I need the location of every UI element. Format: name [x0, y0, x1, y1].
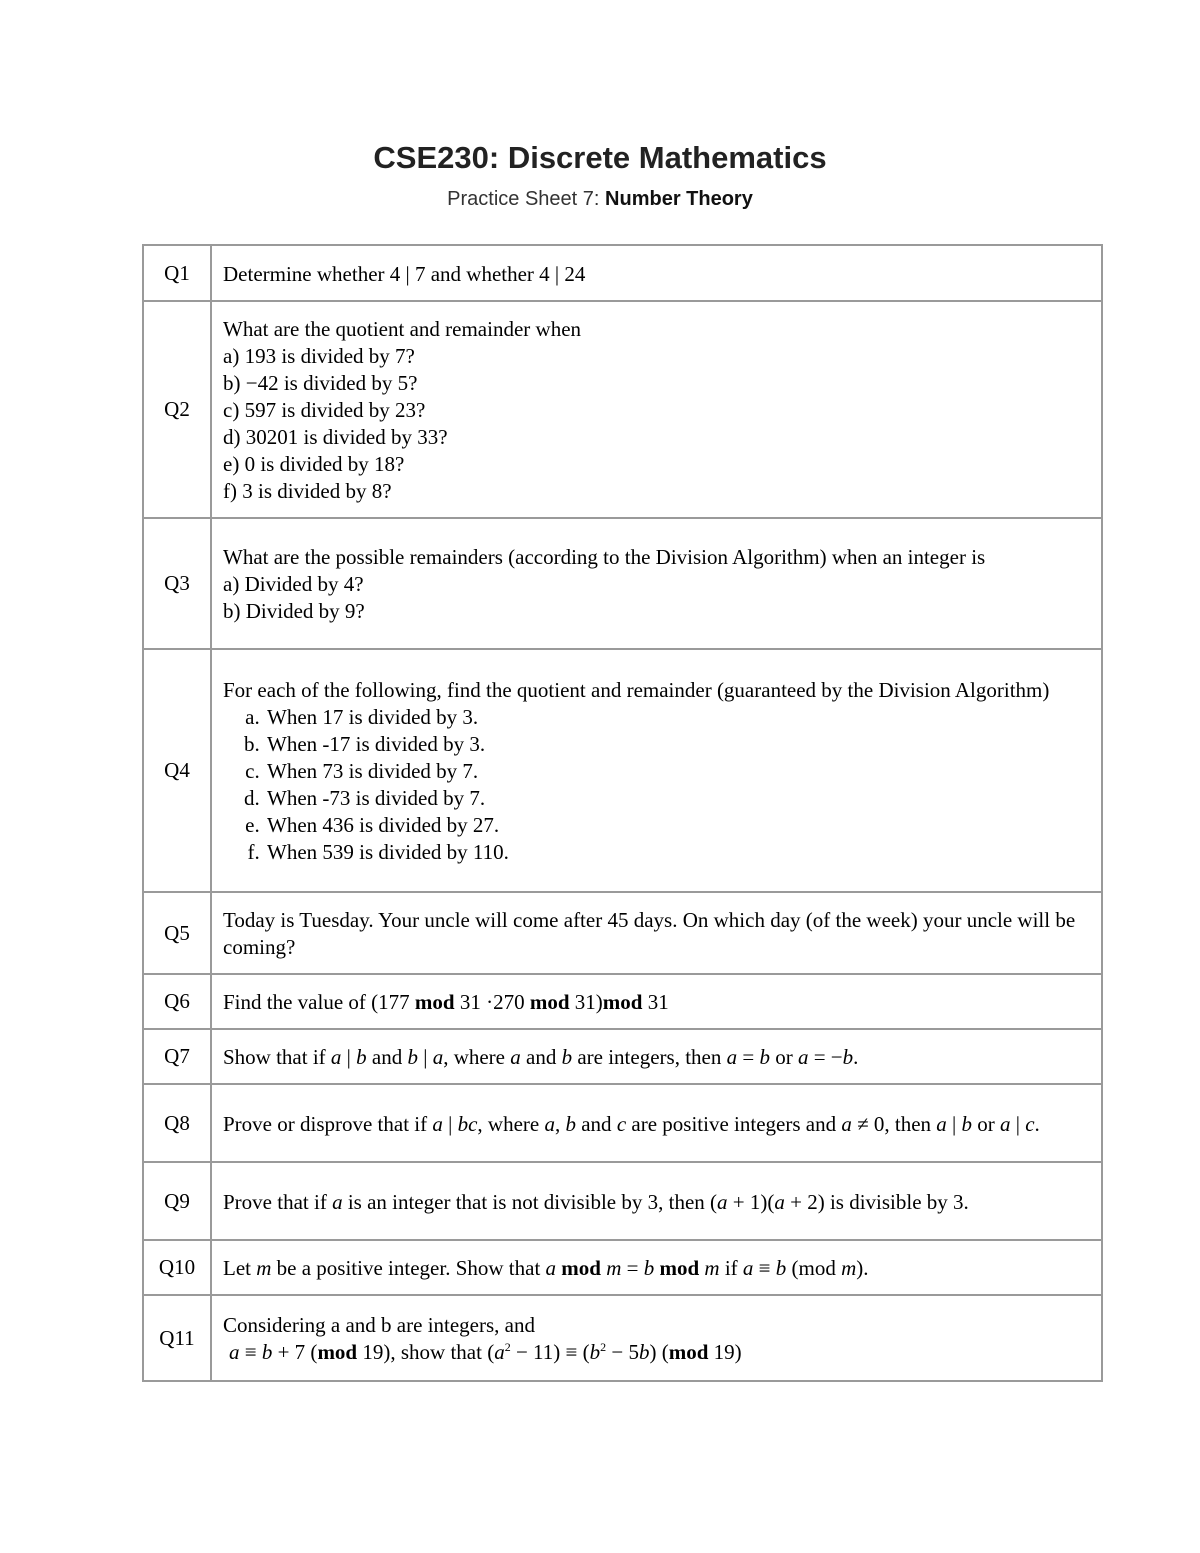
math-variable: a	[999, 1111, 1011, 1136]
text-run: (mod	[786, 1256, 842, 1280]
question-line: f) 3 is divided by 8?	[223, 479, 392, 503]
text-run: ≡	[239, 1340, 262, 1364]
math-variable: a	[544, 1111, 555, 1136]
math-variable: a	[726, 1045, 738, 1069]
question-number: Q11	[143, 1295, 211, 1381]
text-run: be a positive integer. Show that	[271, 1256, 546, 1280]
mod-operator: mod	[529, 990, 570, 1014]
text-run: = −	[808, 1045, 843, 1069]
mod-operator: mod	[317, 1340, 358, 1364]
question-row	[143, 518, 1102, 649]
question-line: Today is Tuesday. Your uncle will come after 45 days. On which day (of the week) your uncle will be coming?	[223, 908, 1076, 959]
text-run: ≡	[753, 1256, 776, 1280]
question-row	[143, 892, 1102, 974]
question-text	[211, 518, 1102, 649]
math-variable: m	[704, 1256, 720, 1280]
text-run: ).	[856, 1256, 869, 1280]
text-run: |	[417, 1045, 433, 1069]
text-run: |	[341, 1045, 357, 1069]
text-run: and	[575, 1111, 617, 1136]
question-number: Q8	[143, 1084, 211, 1162]
question-text	[211, 1084, 1102, 1162]
question-row	[143, 974, 1102, 1029]
text-run: are positive integers and	[626, 1111, 842, 1136]
text-run: |	[442, 1111, 458, 1136]
text-run: − 5	[606, 1340, 639, 1364]
text-run: 31 ·270	[454, 990, 530, 1014]
mod-operator: mod	[659, 1256, 700, 1280]
question-row	[143, 1162, 1102, 1240]
text-run: Let	[223, 1256, 257, 1280]
math-variable: a	[841, 1111, 852, 1136]
page-subtitle	[0, 188, 1200, 211]
math-variable: a	[432, 1045, 444, 1069]
math-variable: b	[775, 1256, 787, 1280]
text-run: + 1)(	[727, 1189, 775, 1214]
math-variable: b	[643, 1256, 655, 1280]
math-variable: b	[261, 1340, 273, 1364]
question-number: Q9	[143, 1162, 211, 1240]
text-run: ) (	[649, 1340, 669, 1364]
question-text	[211, 892, 1102, 974]
math-variable: a	[432, 1111, 443, 1136]
question-line: Considering a and b are integers, and	[223, 1313, 535, 1337]
mod-operator: mod	[414, 990, 455, 1014]
question-line: Determine whether 4 | 7 and whether 4 | 24	[223, 261, 586, 286]
text-run: + 7 (	[272, 1340, 318, 1364]
math-variable: a	[742, 1256, 754, 1280]
page-title: CSE230: Discrete Mathematics	[373, 140, 827, 175]
math-variable: a	[774, 1189, 785, 1214]
question-number: Q3	[143, 518, 211, 649]
math-variable: c	[616, 1111, 627, 1136]
math-variable: a	[545, 1256, 557, 1280]
sub-question: b. When -17 is divided by 3.	[265, 731, 1089, 758]
question-line: What are the quotient and remainder when	[223, 317, 582, 341]
text-run: ≠ 0, then	[851, 1111, 937, 1136]
question-row	[143, 649, 1102, 892]
question-line: e) 0 is divided by 18?	[223, 452, 405, 476]
text-run: 19), show that (	[357, 1340, 495, 1364]
question-number: Q2	[143, 301, 211, 518]
question-row	[143, 1240, 1102, 1295]
question-text	[211, 301, 1102, 518]
text-run: are integers, then	[572, 1045, 727, 1069]
math-variable: b	[638, 1340, 650, 1364]
question-text	[211, 1295, 1102, 1381]
math-variable: a	[510, 1045, 521, 1069]
question-line: a) 193 is divided by 7?	[223, 344, 415, 368]
math-variable: c	[1025, 1111, 1035, 1136]
text-run: =	[621, 1256, 644, 1280]
text-run: if	[719, 1256, 743, 1280]
sub-question: f. When 539 is divided by 110.	[265, 839, 1089, 866]
text-run: 31)	[569, 990, 603, 1014]
text-run: − 11) ≡ (	[510, 1340, 590, 1364]
question-row	[143, 245, 1102, 301]
math-variable: b	[565, 1111, 576, 1136]
math-variable: bc	[457, 1111, 478, 1136]
text-run: .	[853, 1045, 859, 1069]
text-run: and	[366, 1045, 408, 1069]
exponent: 2	[600, 1340, 607, 1354]
question-line: d) 30201 is divided by 33?	[223, 425, 448, 449]
mod-operator: mod	[668, 1340, 709, 1364]
text-run: |	[946, 1111, 962, 1136]
sub-question: a. When 17 is divided by 3.	[265, 704, 1089, 731]
math-variable: a	[332, 1189, 343, 1214]
question-row	[143, 1029, 1102, 1084]
subtitle-topic: Number Theory	[605, 188, 753, 210]
text-run: ,	[554, 1111, 566, 1136]
text-run: + 2) is divisible by 3.	[784, 1189, 969, 1214]
question-number: Q1	[143, 245, 211, 301]
sub-question: c. When 73 is divided by 7.	[265, 758, 1089, 785]
math-variable: a	[717, 1189, 728, 1214]
text-run: and	[520, 1045, 562, 1069]
text-run: 31	[642, 990, 669, 1014]
mod-operator: mod	[561, 1256, 601, 1280]
questions-table	[142, 244, 1103, 1382]
sub-question: d. When -73 is divided by 7.	[265, 785, 1089, 812]
math-variable: m	[606, 1256, 622, 1280]
question-line: b) Divided by 9?	[223, 599, 365, 623]
exponent: 2	[504, 1340, 511, 1354]
text-run: Show that if	[223, 1045, 331, 1069]
question-text	[211, 245, 1102, 301]
question-row	[143, 1084, 1102, 1162]
math-variable: b	[356, 1045, 367, 1069]
question-line	[223, 1339, 1089, 1366]
sub-question-list	[223, 704, 1089, 866]
text-run: Find the value of (177	[223, 990, 415, 1014]
question-number: Q7	[143, 1029, 211, 1084]
question-line: c) 597 is divided by 23?	[223, 398, 426, 422]
math-variable: b	[561, 1045, 573, 1069]
math-variable: b	[589, 1340, 601, 1364]
text-run: or	[971, 1111, 1000, 1136]
text-run: , where	[477, 1111, 545, 1136]
question-number: Q10	[143, 1240, 211, 1295]
question-text	[211, 1162, 1102, 1240]
math-variable: b	[407, 1045, 418, 1069]
question-text	[211, 649, 1102, 892]
math-variable: a	[229, 1340, 240, 1364]
text-run: or	[769, 1045, 798, 1069]
subtitle-prefix: Practice Sheet 7:	[447, 188, 606, 210]
question-text	[211, 974, 1102, 1029]
question-number: Q6	[143, 974, 211, 1029]
question-number: Q4	[143, 649, 211, 892]
question-text	[211, 1240, 1102, 1295]
math-variable: b	[961, 1111, 972, 1136]
math-variable: a	[330, 1045, 342, 1069]
text-run: , where	[443, 1045, 511, 1069]
text-run: 19)	[708, 1340, 742, 1364]
question-line: a) Divided by 4?	[223, 572, 364, 596]
text-run: is an integer that is not divisible by 3, then (	[342, 1189, 718, 1214]
mod-operator: mod	[602, 990, 643, 1014]
sub-question: e. When 436 is divided by 27.	[265, 812, 1089, 839]
question-row	[143, 1295, 1102, 1381]
math-variable: m	[256, 1256, 272, 1280]
math-variable: a	[797, 1045, 809, 1069]
text-run: |	[1010, 1111, 1026, 1136]
text-run: Prove that if	[223, 1189, 333, 1214]
question-text	[211, 1029, 1102, 1084]
question-line: b) −42 is divided by 5?	[223, 371, 418, 395]
text-run: .	[1034, 1111, 1040, 1136]
question-row	[143, 301, 1102, 518]
question-number: Q5	[143, 892, 211, 974]
text-run: Prove or disprove that if	[223, 1111, 433, 1136]
text-run: =	[737, 1045, 760, 1069]
math-variable: m	[841, 1256, 857, 1280]
math-variable: a	[936, 1111, 947, 1136]
question-line: What are the possible remainders (according to the Division Algorithm) when an integer is	[223, 545, 986, 569]
math-variable: b	[759, 1045, 770, 1069]
math-variable: b	[842, 1045, 854, 1069]
question-intro: For each of the following, find the quotient and remainder (guaranteed by the Division Algorithm)	[223, 678, 1050, 702]
math-variable: a	[494, 1340, 505, 1364]
